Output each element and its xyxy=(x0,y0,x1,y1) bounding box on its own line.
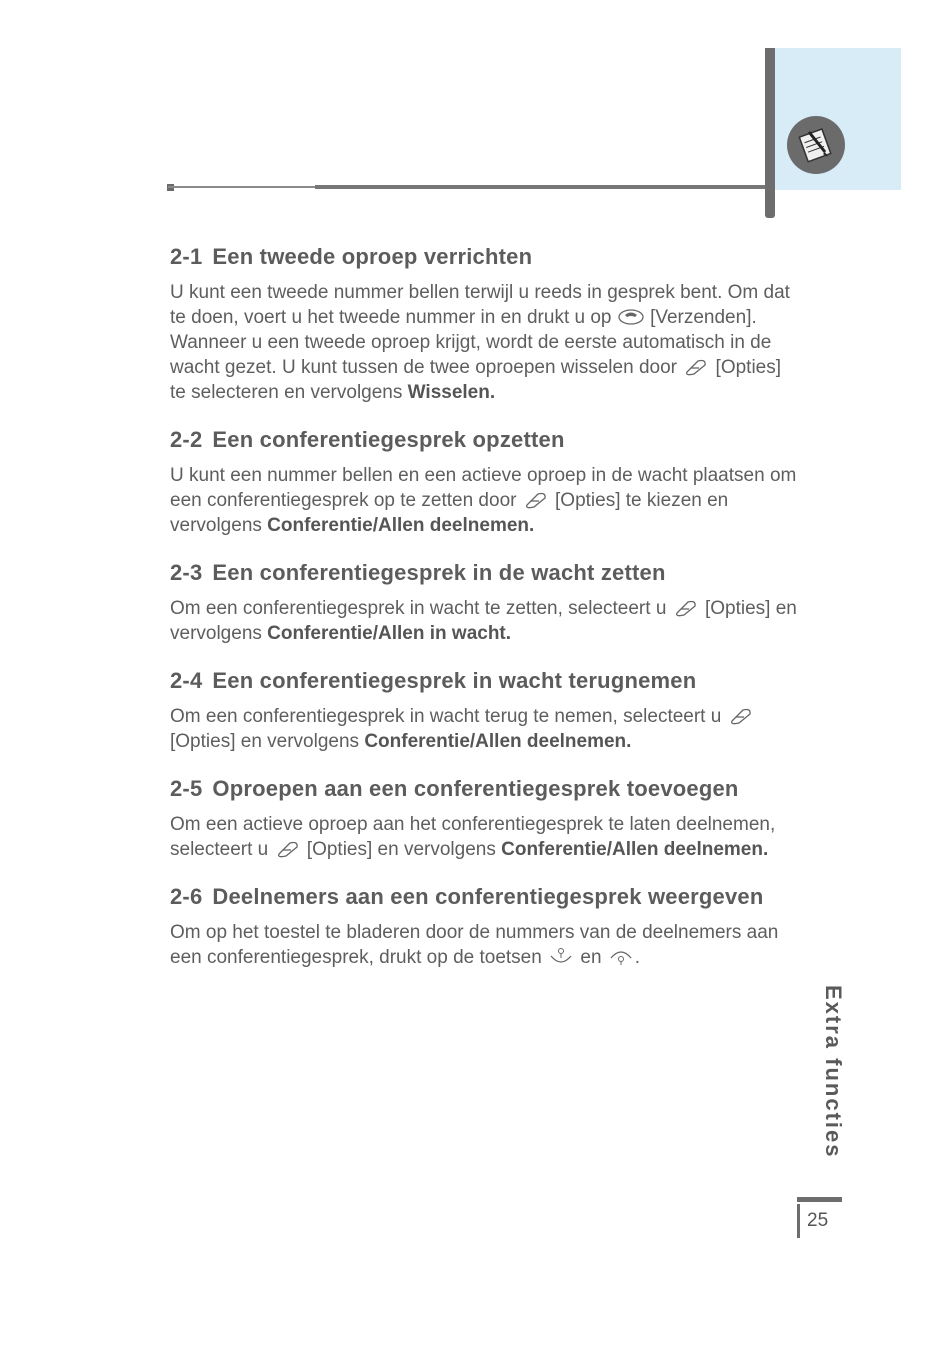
page-content xyxy=(170,244,800,992)
section-2-1 xyxy=(170,244,800,405)
body-text: [Opties] en vervolgens xyxy=(306,839,496,860)
section-title: Een conferentiegesprek opzetten xyxy=(212,427,565,452)
section-title: Een conferentiegesprek in wacht terugnemen xyxy=(212,668,697,693)
section-title: Oproepen aan een conferentiegesprek toevoegen xyxy=(212,776,739,801)
section-body xyxy=(170,812,800,862)
nav-up-key-icon xyxy=(607,946,635,964)
body-emphasis: Wisselen. xyxy=(407,382,496,403)
section-heading xyxy=(170,884,800,910)
page-number-rule xyxy=(797,1197,842,1202)
section-number: 2-2 xyxy=(170,427,203,452)
section-number: 2-1 xyxy=(170,244,203,269)
section-heading xyxy=(170,776,800,802)
body-text: Om een conferentiegesprek in wacht terug te nemen, selecteert u xyxy=(170,706,722,727)
section-2-6 xyxy=(170,884,800,970)
body-emphasis: Conferentie/Allen deelnemen. xyxy=(267,515,535,536)
soft-key-icon xyxy=(682,358,710,376)
section-heading xyxy=(170,560,800,586)
body-text: [Opties] en vervolgens xyxy=(170,731,360,752)
page-number-rule-vertical xyxy=(797,1204,800,1238)
section-body xyxy=(170,920,800,970)
nav-down-key-icon xyxy=(547,946,575,964)
chapter-side-tab: Extra functies xyxy=(821,985,846,1159)
send-key-icon xyxy=(617,308,645,326)
body-text: Om een conferentiegesprek in wacht te zetten, selecteert u xyxy=(170,598,667,619)
section-number: 2-4 xyxy=(170,668,203,693)
body-text: [Opties] en vervolgens xyxy=(170,598,797,644)
soft-key-icon xyxy=(727,707,755,725)
section-2-3 xyxy=(170,560,800,646)
section-number: 2-3 xyxy=(170,560,203,585)
page-number: 25 xyxy=(807,1210,829,1231)
body-text: en xyxy=(580,947,602,968)
section-title: Een tweede oproep verrichten xyxy=(212,244,533,269)
header-rule-thick xyxy=(315,185,770,189)
section-2-2 xyxy=(170,427,800,538)
header-vertical-bar xyxy=(765,48,775,218)
section-heading xyxy=(170,668,800,694)
body-text: [Opties] te kiezen en vervolgens xyxy=(170,490,729,536)
header-rule-thin xyxy=(168,186,318,188)
body-text: [Opties] te selecteren en vervolgens xyxy=(170,357,782,403)
section-2-4 xyxy=(170,668,800,754)
body-text: [Verzenden]. Wanneer u een tweede oproep krijgt, wordt de eerste automatisch in de wacht gezet. U kunt tussen de twee oproepen wisselen door xyxy=(170,307,772,378)
body-text: Om een actieve oproep aan het conferentiegesprek te laten deelnemen, selecteert u xyxy=(170,814,776,860)
section-title: Deelnemers aan een conferentiegesprek weergeven xyxy=(212,884,764,909)
body-emphasis: Conferentie/Allen deelnemen. xyxy=(501,839,769,860)
section-body xyxy=(170,704,800,754)
section-body xyxy=(170,596,800,646)
body-text: Om op het toestel te bladeren door de nummers van de deelnemers aan een conferentiegesprek, drukt op de toetsen xyxy=(170,922,779,968)
section-heading xyxy=(170,427,800,453)
section-number: 2-6 xyxy=(170,884,203,909)
section-2-5 xyxy=(170,776,800,862)
notepad-pen-icon xyxy=(787,116,845,174)
section-heading xyxy=(170,244,800,270)
section-number: 2-5 xyxy=(170,776,203,801)
section-body xyxy=(170,463,800,538)
soft-key-icon xyxy=(522,491,550,509)
soft-key-icon xyxy=(274,840,302,858)
section-title: Een conferentiegesprek in de wacht zetten xyxy=(212,560,666,585)
body-text: . xyxy=(634,947,641,968)
body-text: U kunt een nummer bellen en een actieve oproep in de wacht plaatsen om een conferentiegesprek op te zetten door xyxy=(170,465,797,511)
body-emphasis: Conferentie/Allen in wacht. xyxy=(267,623,512,644)
body-emphasis: Conferentie/Allen deelnemen. xyxy=(364,731,632,752)
body-text: U kunt een tweede nummer bellen terwijl u reeds in gesprek bent. Om dat te doen, voert u het tweede nummer in en drukt u op xyxy=(170,282,790,328)
section-body xyxy=(170,280,800,405)
soft-key-icon xyxy=(672,599,700,617)
